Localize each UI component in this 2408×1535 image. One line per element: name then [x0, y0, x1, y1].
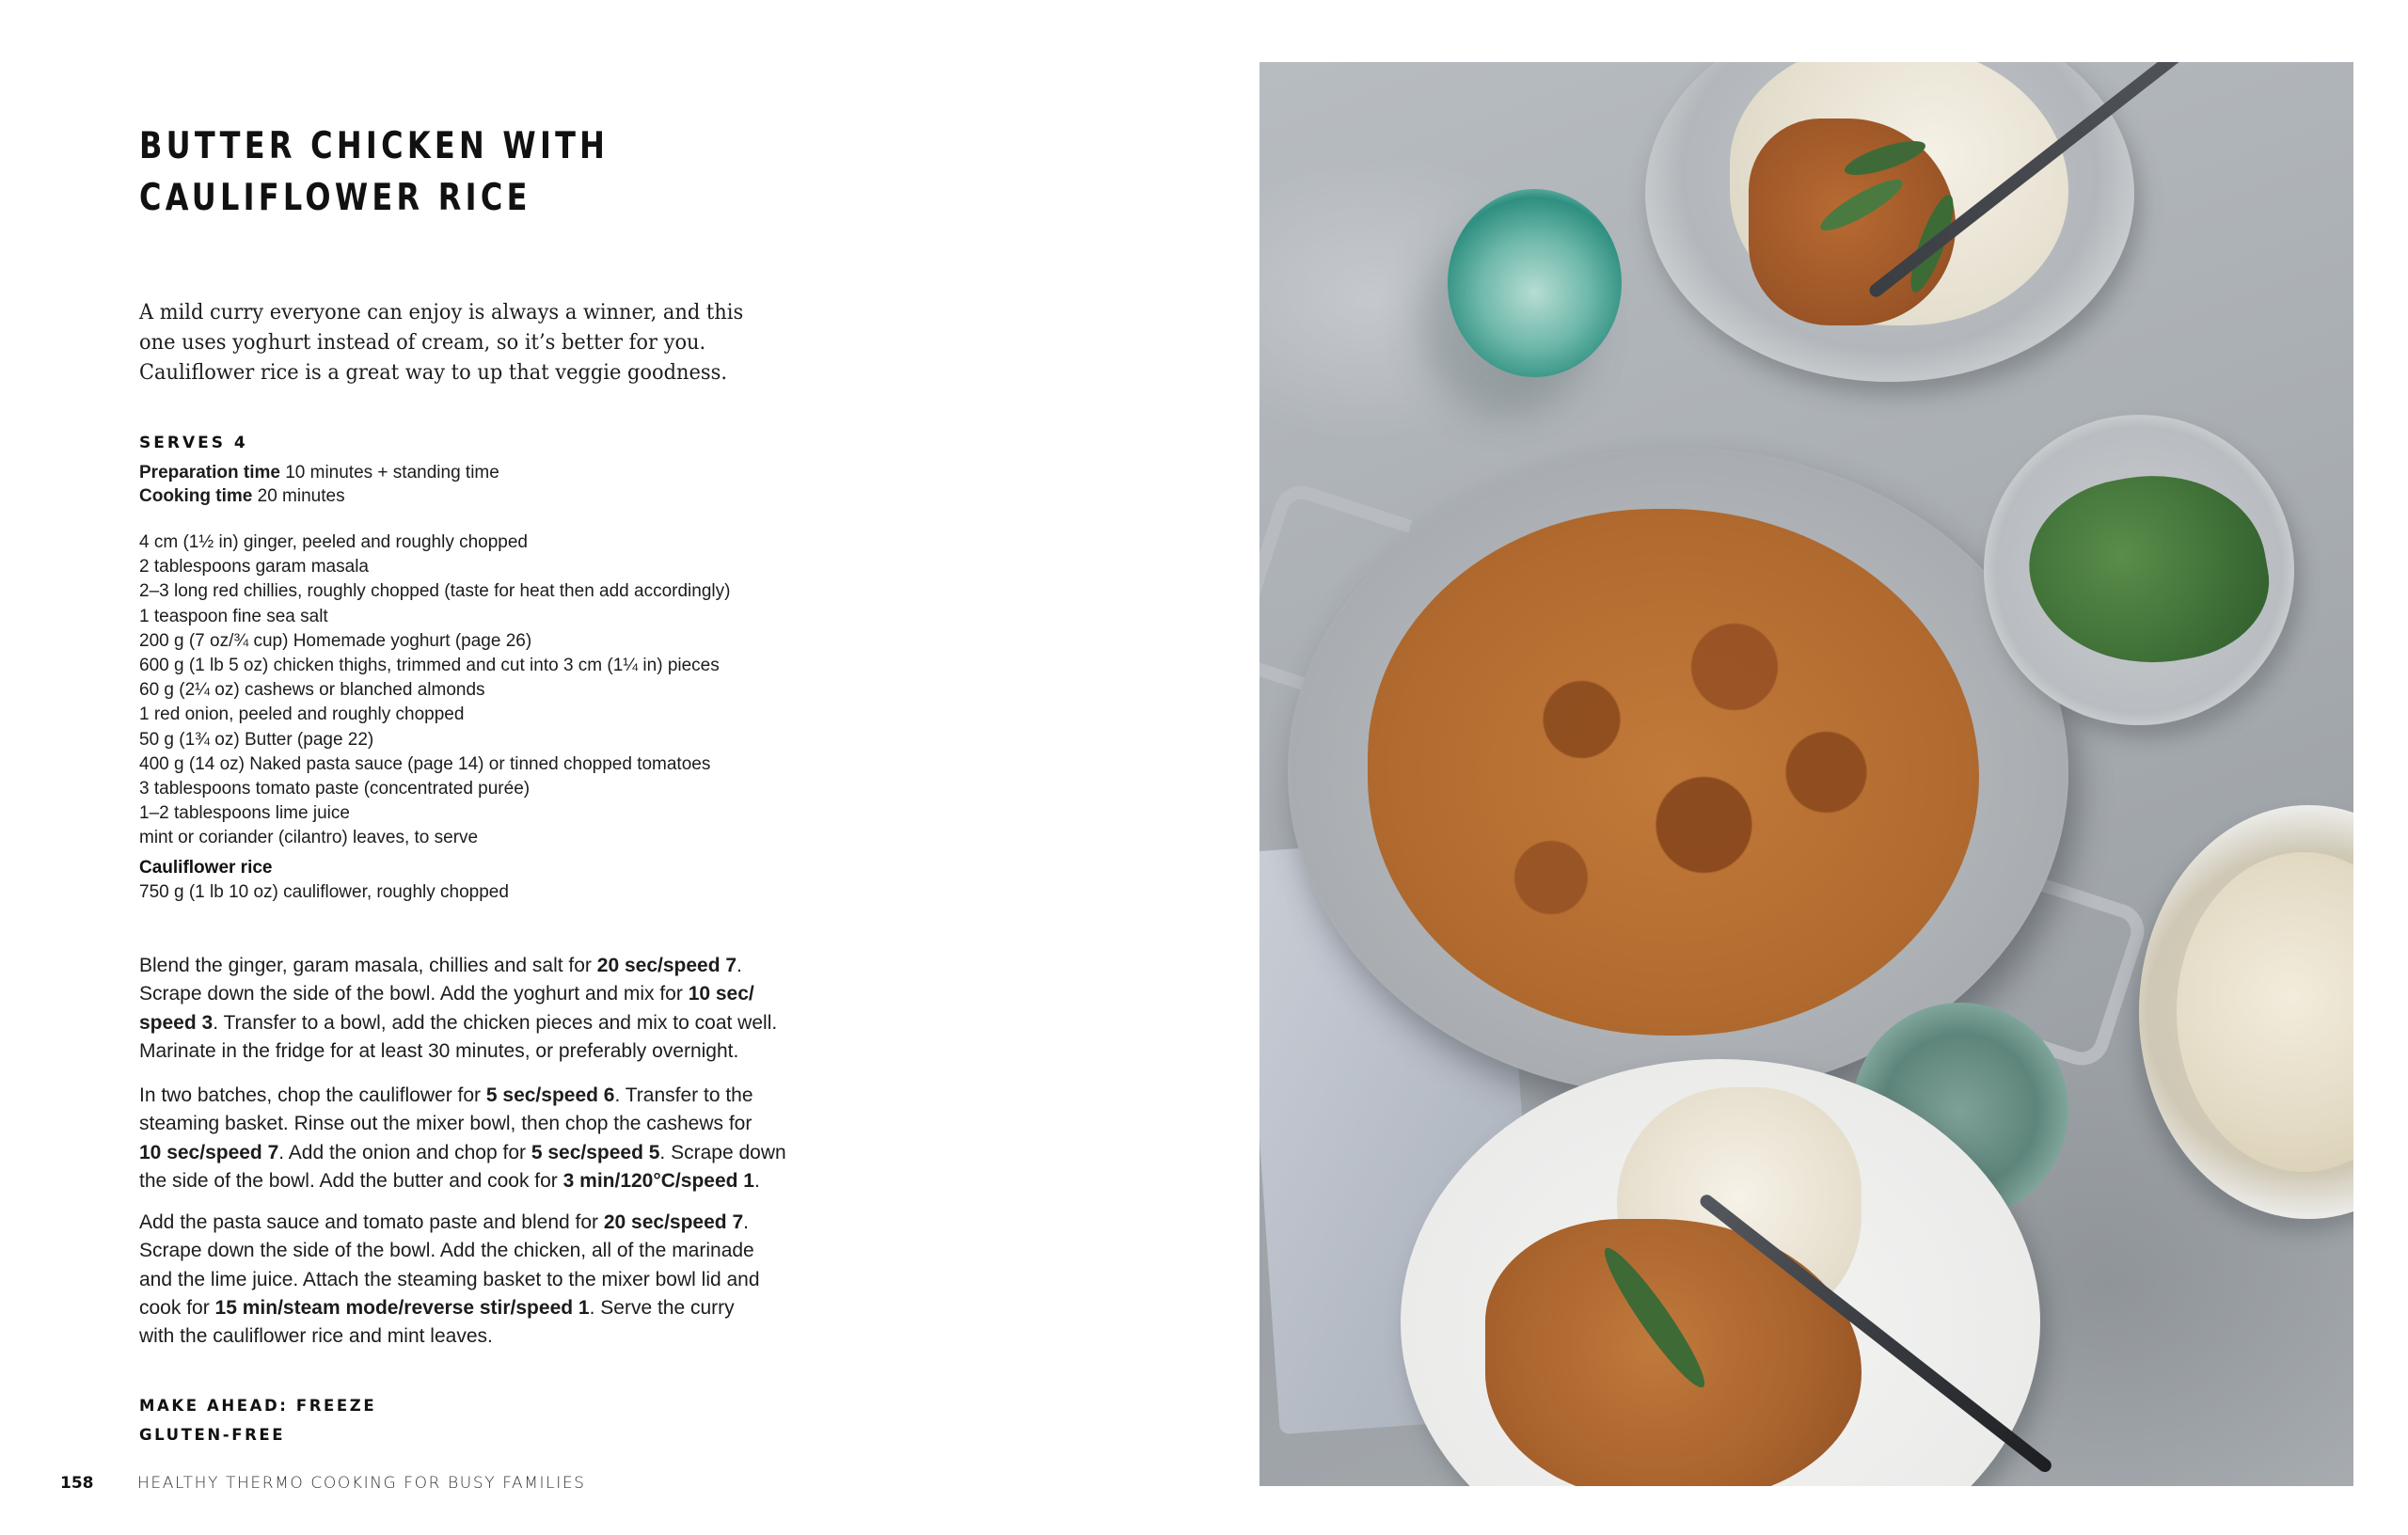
machine-setting: 5 sec/speed 5 — [531, 1141, 660, 1163]
machine-setting: 10 sec/speed 7 — [139, 1141, 279, 1163]
method-line — [139, 1110, 816, 1138]
food-photo — [1259, 62, 2353, 1486]
ingredient-item: 200 g (7 oz/¾ cup) Homemade yoghurt (page 26) — [139, 630, 532, 651]
method-text: Scrape down the side of the bowl. Add the yoghurt and mix for — [139, 983, 689, 1005]
method-text: and the lime juice. Attach the steaming basket to the mixer bowl lid and — [139, 1268, 760, 1290]
method-step-3 — [139, 1209, 816, 1351]
ingredient-item: mint or coriander (cilantro) leaves, to serve — [139, 828, 479, 848]
ingredient-item: 2 tablespoons garam masala — [139, 557, 369, 578]
ingredient-item: 4 cm (1½ in) ginger, peeled and roughly chopped — [139, 532, 528, 552]
prep-time-value: 10 minutes + standing time — [279, 463, 499, 483]
method-line — [139, 1009, 816, 1037]
method-line — [139, 1266, 816, 1294]
ingredient-item: 3 tablespoons tomato paste (concentrated purée) — [139, 779, 531, 799]
method-text: . — [737, 955, 742, 976]
machine-setting: 20 sec/speed 7 — [603, 1211, 744, 1233]
ingredient-item: 400 g (14 oz) Naked pasta sauce (page 14) or tinned chopped tomatoes — [139, 753, 711, 774]
machine-setting: 20 sec/speed 7 — [596, 955, 737, 976]
method-text: In two batches, chop the cauliflower for — [139, 1084, 486, 1106]
title-line-1: BUTTER CHICKEN WITH — [139, 125, 610, 167]
method-line — [139, 1237, 816, 1265]
method-step-2 — [139, 1082, 816, 1195]
method-text: cook for — [139, 1296, 215, 1319]
machine-setting: 3 min/120°C/speed 1 — [562, 1169, 754, 1192]
prep-time — [139, 461, 499, 484]
cook-time-value: 20 minutes — [252, 486, 345, 506]
method-text: the side of the bowl. Add the butter and cook for — [139, 1169, 563, 1192]
water-glass-top — [1448, 189, 1622, 377]
method-line — [139, 1294, 816, 1322]
ingredient-item: 2–3 long red chillies, roughly chopped (taste for heat then add accordingly) — [139, 581, 731, 602]
method-line — [139, 1037, 816, 1066]
method-step-1 — [139, 952, 816, 1066]
intro-line: Cauliflower rice is a great way to up that veggie goodness. — [139, 360, 727, 385]
method-line — [139, 1209, 816, 1237]
method-text: Marinate in the fridge for at least 30 minutes, or preferably overnight. — [139, 1039, 739, 1062]
method-text: with the cauliflower rice and mint leaves. — [139, 1325, 493, 1348]
method-line — [139, 1139, 816, 1167]
ingredient-item: 50 g (1¾ oz) Butter (page 22) — [139, 729, 374, 750]
intro-line: one uses yoghurt instead of cream, so it’s better for you. — [139, 330, 706, 355]
method-text: . Transfer to the — [614, 1084, 753, 1106]
ingredient-item: 1 red onion, peeled and roughly chopped — [139, 704, 465, 725]
title-line-2: CAULIFLOWER RICE — [139, 177, 531, 219]
cauliflower-rice-ingredient-list — [139, 880, 509, 905]
recipe-title — [139, 120, 609, 224]
method-text: . Serve the curry — [589, 1296, 735, 1319]
method-text: . — [743, 1211, 749, 1233]
butter-chicken-curry — [1368, 509, 1979, 1036]
method-line — [139, 1167, 816, 1195]
intro-line: A mild curry everyone can enjoy is always a winner, and this — [139, 300, 744, 324]
ingredient-item: 750 g (1 lb 10 oz) cauliflower, roughly chopped — [139, 882, 509, 902]
method-text: Add the pasta sauce and tomato paste and blend for — [139, 1211, 604, 1233]
prep-time-label: Preparation time — [139, 463, 280, 483]
method-line — [139, 1322, 816, 1351]
method-text: . Transfer to a bowl, add the chicken pieces and mix to coat well. — [213, 1011, 778, 1034]
recipe-intro — [139, 297, 769, 388]
method-text: steaming basket. Rinse out the mixer bowl, then chop the cashews for — [139, 1113, 752, 1135]
cook-time-label: Cooking time — [139, 486, 253, 506]
ingredient-item: 1–2 tablespoons lime juice — [139, 803, 350, 824]
running-footer-title: HEALTHY THERMO COOKING FOR BUSY FAMILIES — [137, 1474, 586, 1493]
ingredient-item: 600 g (1 lb 5 oz) chicken thighs, trimmed and cut into 3 cm (1¼ in) pieces — [139, 656, 720, 676]
method-line — [139, 1082, 816, 1110]
method-text: . — [753, 1169, 760, 1192]
machine-setting: 5 sec/speed 6 — [485, 1084, 615, 1106]
method-text: . Scrape down — [659, 1141, 786, 1163]
method-line — [139, 980, 816, 1008]
machine-setting: 10 sec/ — [688, 983, 754, 1005]
method-text: Blend the ginger, garam masala, chillies and salt for — [139, 955, 597, 976]
method-text: . Add the onion and chop for — [278, 1141, 531, 1163]
method-line — [139, 952, 816, 980]
ingredient-list — [139, 530, 730, 851]
recipe-times — [139, 461, 499, 508]
cook-time — [139, 484, 499, 508]
cauliflower-rice-heading: Cauliflower rice — [139, 858, 273, 878]
serves-label: SERVES 4 — [139, 434, 248, 452]
make-ahead-tag: MAKE AHEAD: FREEZE — [139, 1397, 377, 1415]
ingredient-item: 60 g (2¼ oz) cashews or blanched almonds — [139, 680, 485, 701]
page-number: 158 — [60, 1474, 94, 1493]
method-text: Scrape down the side of the bowl. Add the chicken, all of the marinade — [139, 1240, 754, 1262]
gluten-free-tag: GLUTEN-FREE — [139, 1426, 286, 1444]
ingredient-item: 1 teaspoon fine sea salt — [139, 606, 328, 626]
machine-setting: speed 3 — [139, 1011, 214, 1034]
machine-setting: 15 min/steam mode/reverse stir/speed 1 — [214, 1296, 590, 1319]
